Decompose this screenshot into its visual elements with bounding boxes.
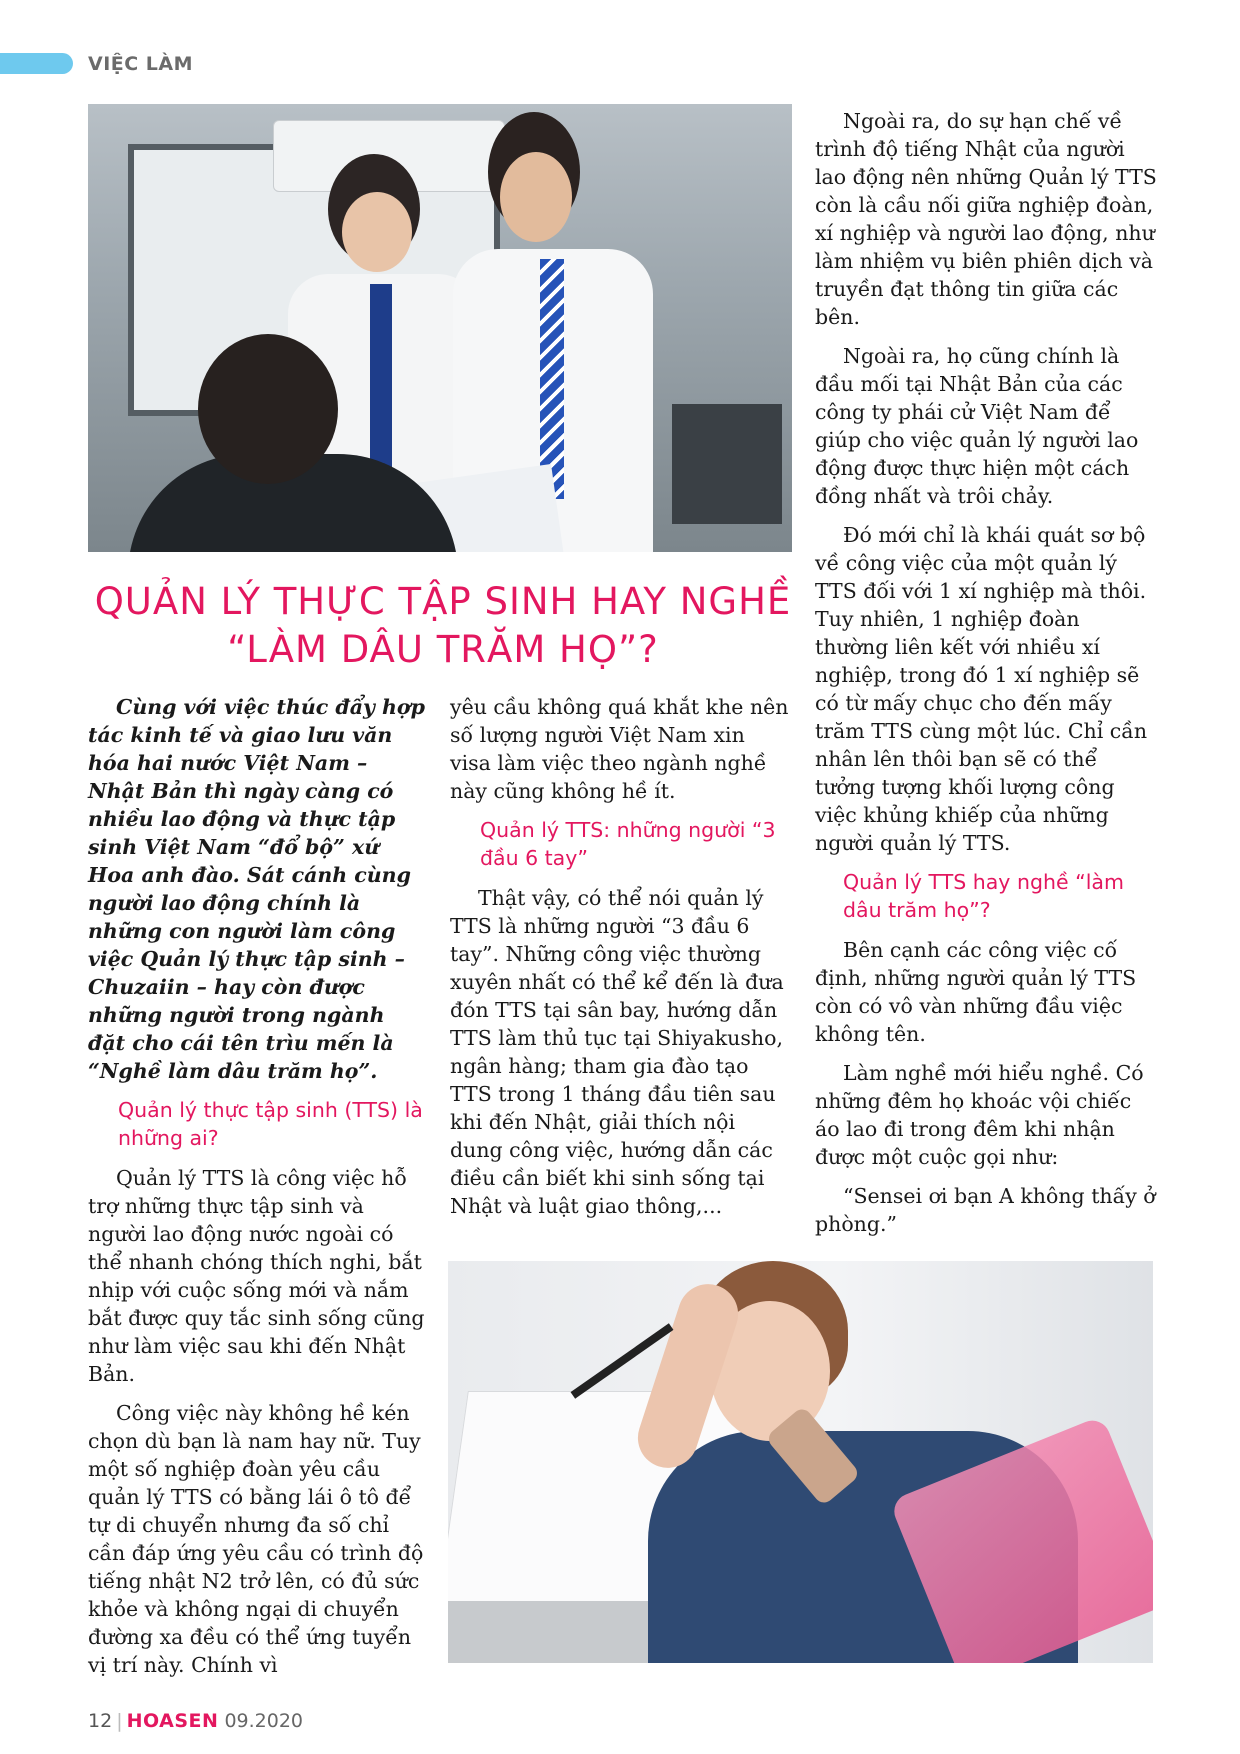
magazine-brand: HOASEN xyxy=(126,1710,219,1732)
body-paragraph: Bên cạnh các công việc cố định, những người quản lý TTS còn có vô vàn những đầu việc không tên. xyxy=(815,938,1137,1046)
body-paragraph: Ngoài ra, họ cũng chính là đầu mối tại Nhật Bản của các công ty phái cử Việt Nam để giúp cho việc quản lý người lao động được thực hiện một cách đồng nhất và trôi chảy. xyxy=(815,344,1139,508)
subheading: Quản lý TTS hay nghề “làm dâu trăm họ”? xyxy=(843,870,1124,922)
article-column-3 xyxy=(815,107,1157,1249)
photo-tie xyxy=(540,259,564,499)
lead-paragraph: Cùng với việc thúc đẩy hợp tác kinh tế và giao lưu văn hóa hai nước Việt Nam – Nhật Bản thì ngày càng có nhiều lao động và thực tập sinh Việt Nam “đổ bộ” xứ Hoa anh đào. Sát cánh cùng người lao động chính là những con người làm công việc Quản lý thực tập sinh – Chuzaiin – hay còn được những người trong ngành đặt cho cái tên trìu mến là “Nghề làm dâu trăm họ”. xyxy=(88,695,425,1083)
body-paragraph: Thật vậy, có thể nói quản lý TTS là những người “3 đầu 6 tay”. Những công việc thường xuyên nhất có thể kể đến là đưa đón TTS tại sân bay, hướng dẫn TTS làm thủ tục tại Shiyakusho, ngân hàng; tham gia đào tạo TTS trong 1 tháng đầu tiên sau khi đến Nhật, giải thích nội dung công việc, hướng dẫn các điều cần biết khi sinh sống tại Nhật và luật giao thông,... xyxy=(450,886,784,1218)
body-paragraph: Quản lý TTS là công việc hỗ trợ những thực tập sinh và người lao động nước ngoài có thể nhanh chóng thích nghi, bắt nhịp với cuộc sống mới và nắm bắt được quy tắc sinh sống cũng như làm việc sau khi đến Nhật Bản. xyxy=(88,1166,425,1386)
body-paragraph: “Sensei ơi bạn A không thấy ở phòng.” xyxy=(815,1184,1156,1236)
body-paragraph: Đó mới chỉ là khái quát sơ bộ về công việc của một quản lý TTS đối với 1 xí nghiệp mà thôi. Tuy nhiên, 1 nghiệp đoàn thường liên kết với nhiều xí nghiệp, trong đó 1 xí nghiệp sẽ có từ mấy chục cho đến mấy trăm TTS cùng một lúc. Chỉ cần nhân lên thôi bạn sẽ có thể tưởng tượng khối lượng công việc khủng khiếp của những người quản lý TTS. xyxy=(815,523,1148,855)
subheading: Quản lý thực tập sinh (TTS) là những ai? xyxy=(118,1098,423,1150)
photo-stressed-woman xyxy=(448,1261,1153,1663)
subheading: Quản lý TTS: những người “3 đầu 6 tay” xyxy=(480,818,776,870)
page-footer xyxy=(88,1710,303,1732)
article-headline: QUẢN LÝ THỰC TẬP SINH HAY NGHỀ “LÀM DÂU TRĂM HỌ”? xyxy=(94,580,792,671)
section-bar xyxy=(0,53,73,74)
article-column-2 xyxy=(450,693,790,1231)
photo-office-meeting xyxy=(88,104,792,552)
body-paragraph: yêu cầu không quá khắt khe nên số lượng người Việt Nam xin visa làm việc theo ngành nghề này cũng không hề ít. xyxy=(450,695,789,803)
issue-date: 09.2020 xyxy=(224,1710,304,1732)
section-label: VIỆC LÀM xyxy=(88,53,194,75)
photo-face xyxy=(342,192,412,272)
photo-back-head xyxy=(198,334,338,484)
page-number: 12 xyxy=(88,1710,113,1732)
photo-face xyxy=(500,152,572,242)
body-paragraph: Làm nghề mới hiểu nghề. Có những đêm họ khoác vội chiếc áo lao đi trong đêm khi nhận được một cuộc gọi như: xyxy=(815,1061,1144,1169)
body-paragraph: Công việc này không hề kén chọn dù bạn là nam hay nữ. Tuy một số nghiệp đoàn yêu cầu quản lý TTS có bằng lái ô tô để tự di chuyển nhưng đa số chỉ cần đáp ứng yêu cầu có trình độ tiếng nhật N2 trở lên, có đủ sức khỏe và không ngại di chuyển đường xa đều có thể ứng tuyển vị trí này. Chính vì xyxy=(88,1401,424,1677)
footer-separator: | xyxy=(116,1710,123,1732)
photo-monitor xyxy=(672,404,782,524)
body-paragraph: Ngoài ra, do sự hạn chế về trình độ tiếng Nhật của người lao động nên những Quản lý TTS còn là cầu nối giữa nghiệp đoàn, xí nghiệp và người lao động, như làm nhiệm vụ biên phiên dịch và truyền đạt thông tin giữa các bên. xyxy=(815,109,1157,329)
article-column-1 xyxy=(88,693,428,1690)
